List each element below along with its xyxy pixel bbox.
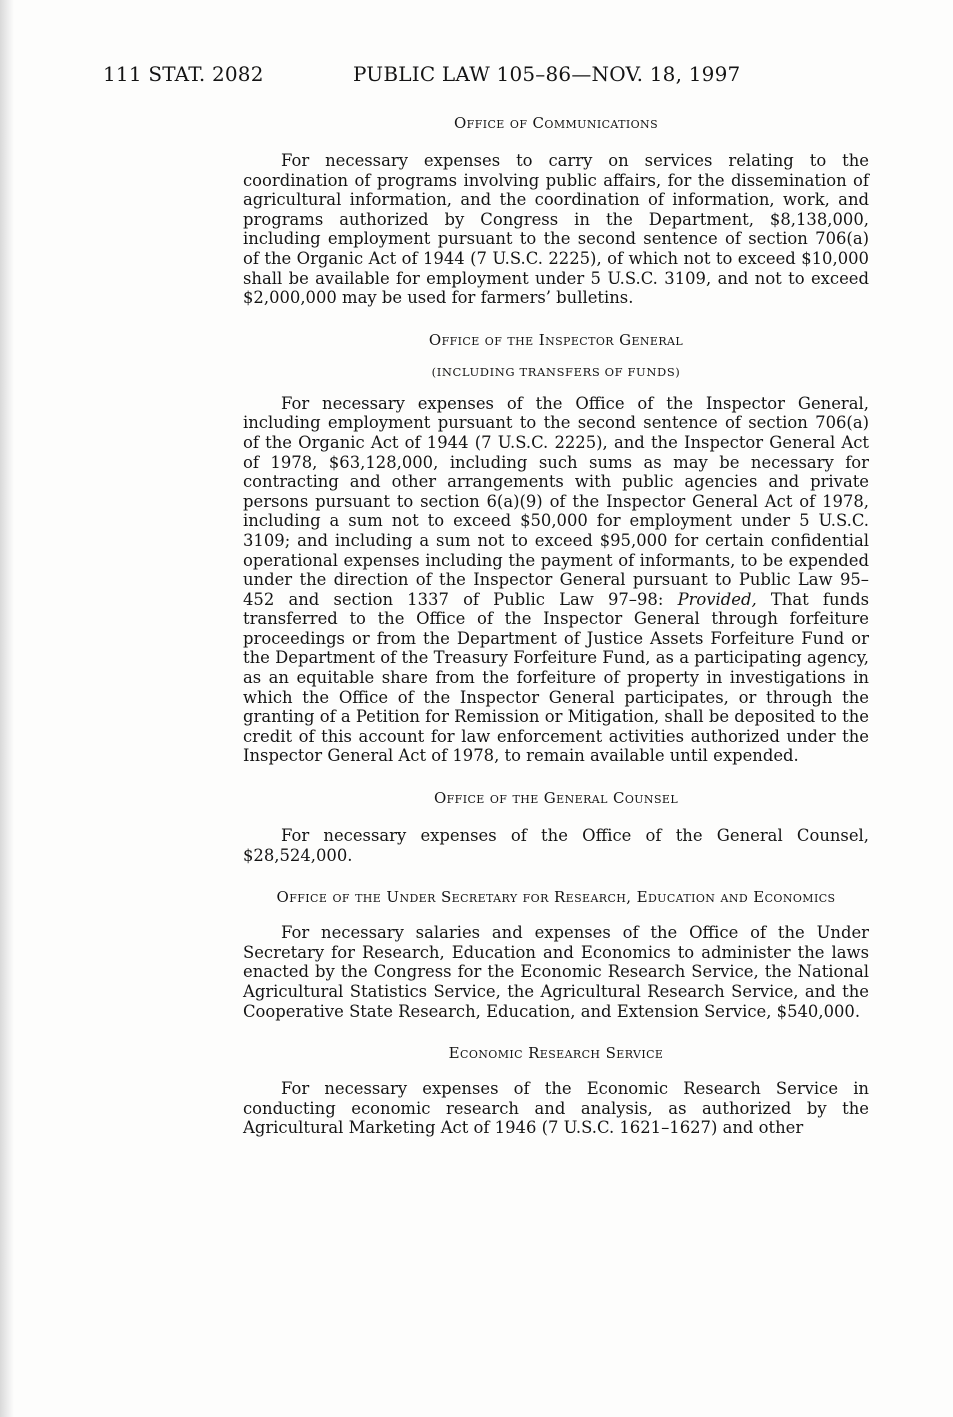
body-text-part-1: For necessary expenses of the Office of the Inspector General, including employment pursuant to the second sentence of section 706(a) of the Organic Act of 1944 (7 U.S.C. 2225), and the Inspector General Act of 1978, $63,128,000, including such sums as may be necessary for contracting and other arrangements with public agencies and private persons pursuant to section 6(a)(9) of the Inspector General Act of 1978, including a sum not to exceed $50,000 for employment under 5 U.S.C. 3109; and including a sum not to exceed $95,000 for certain confidential operational expenses including the payment of informants, to be expended under the direction of the Inspector General pursuant to Public Law 95–452 and section 1337 of Public Law 97–98: [243, 393, 869, 609]
section-heading-economic-research: Economic Research Service [448, 1044, 664, 1063]
public-law-reference: PUBLIC LAW 105–86—NOV. 18, 1997 [353, 62, 741, 86]
section-body-economic-research: For necessary expenses of the Economic Research Service in conducting economic research and analysis, as authorized by the Agricultural Marketing Act of 1946 (7 U.S.C. 1621–1627) and other [243, 1079, 869, 1138]
section-heading-general-counsel: Office of the General Counsel [433, 789, 679, 808]
body-text-part-2: That funds transferred to the Office of the Inspector General through forfeiture proceedings or from the Department of Justice Assets Forfeiture Fund or the Department of the Treasury Forfeiture Fund, as a participating agency, as an equitable share from the forfeiture of property in investigations in which the Office of the Inspector General participates, or through the granting of a Petition for Remission or Mitigation, shall be deposited to the credit of this account for law enforcement activities authorized under the Inspector General Act of 1978, to remain available until expended. [243, 589, 869, 766]
section-body-inspector-general [243, 394, 869, 766]
scan-edge-shadow [0, 0, 14, 1417]
section-body-general-counsel: For necessary expenses of the Office of the General Counsel, $28,524,000. [243, 826, 869, 865]
section-body-communications: For necessary expenses to carry on services relating to the coordination of programs involving public affairs, for the dissemination of agricultural information, and the coordination of information, work, and programs authorized by Congress in the Department, $8,138,000, including employment pursuant to the second sentence of section 706(a) of the Organic Act of 1944 (7 U.S.C. 2225), of which not to exceed $10,000 shall be available for employment under 5 U.S.C. 3109, and not to exceed $2,000,000 may be used for farmers’ bulletins. [243, 151, 869, 308]
section-heading-under-secretary: Office of the Under Secretary for Research, Education and Economics [276, 888, 836, 907]
section-body-under-secretary: For necessary salaries and expenses of the Office of the Under Secretary for Research, Education and Economics to administer the laws enacted by the Congress for the Economic Research Service, the National Agricultural Statistics Service, the Agricultural Research Service, and the Cooperative State Research, Education, and Extension Service, $540,000. [243, 923, 869, 1021]
body-column [243, 110, 869, 1138]
statute-page-reference: 111 STAT. 2082 [103, 62, 264, 86]
running-head [103, 62, 763, 92]
section-heading-inspector-general: Office of the Inspector General [428, 330, 684, 349]
provided-italic: Provided, [677, 589, 757, 609]
section-heading-communications: Office of Communications [453, 114, 659, 132]
section-subheading-transfers: (INCLUDING TRANSFERS OF FUNDS) [431, 364, 681, 379]
